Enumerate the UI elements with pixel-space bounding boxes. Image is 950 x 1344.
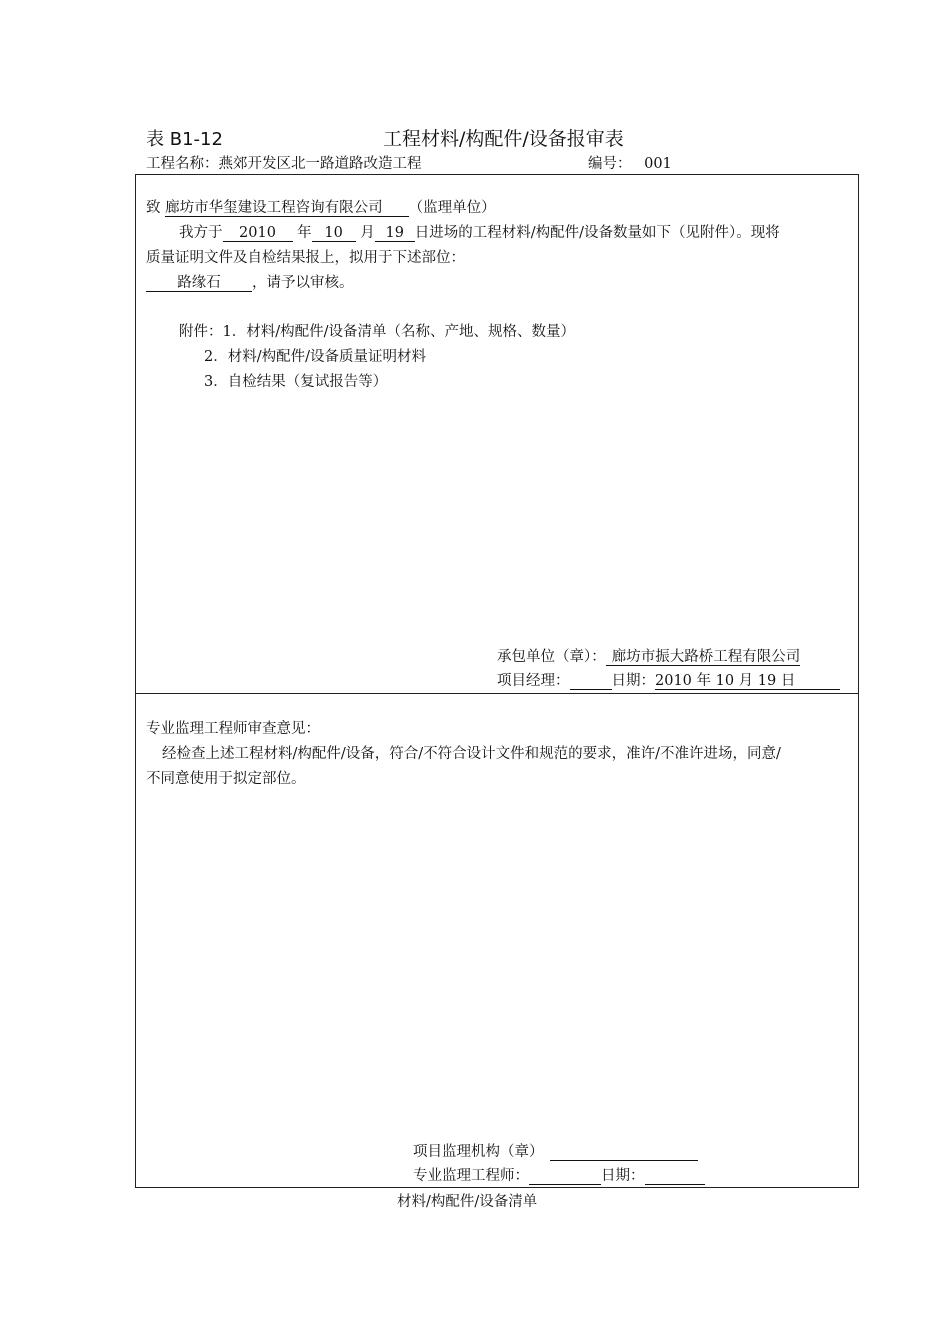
year-unit: 年 [297, 225, 312, 241]
number-value: 001 [644, 156, 672, 172]
org-label: 项目监理机构（章） [413, 1144, 544, 1160]
pm-date-value: 2010 年 10 月 19 日 [655, 673, 840, 690]
pm-label: 项目经理： [497, 673, 570, 689]
opinion-line-1: 经检查上述工程材料/构配件/设备，符合/不符合设计文件和规范的要求，准许/不准许进场，同意/ [162, 746, 781, 762]
attachment-item: 1．材料/构配件/设备清单（名称、产地、规格、数量） [222, 324, 575, 340]
pm-date-line [497, 669, 840, 690]
supervisor-name: 廊坊市华玺建设工程咨询有限公司 [165, 200, 409, 217]
project-name: 燕郊开发区北一路道路改造工程 [218, 156, 422, 172]
project-label: 工程名称： [146, 156, 219, 172]
section-divider [135, 693, 859, 694]
opinion-title: 专业监理工程师审查意见： [146, 721, 320, 737]
to-prefix: 致 [146, 200, 161, 216]
contractor-label: 承包单位（章）： [497, 649, 606, 665]
engineer-label: 专业监理工程师： [413, 1168, 529, 1184]
org-signature-blank [550, 1144, 698, 1161]
location-suffix: ，请予以审核。 [252, 275, 354, 291]
engineer-signature-blank [529, 1168, 601, 1185]
attachment-1 [179, 320, 575, 341]
project-name-line [146, 152, 422, 173]
pm-date-label: 日期： [611, 673, 655, 689]
engineer-date-label: 日期： [601, 1168, 645, 1184]
location-line [146, 271, 354, 292]
to-supervisor-line [146, 196, 496, 217]
supervision-org-line [413, 1140, 698, 1161]
engineer-date-blank [645, 1168, 705, 1185]
supervisor-suffix: （监理单位） [408, 200, 496, 216]
form-code: 表 B1-12 [146, 129, 223, 150]
entry-month: 10 [312, 225, 356, 242]
contractor-line [497, 645, 800, 666]
month-unit: 月 [360, 225, 375, 241]
entry-year: 2010 [223, 225, 293, 242]
contractor-name: 廊坊市振大路桥工程有限公司 [606, 649, 801, 666]
pm-signature-blank [570, 673, 612, 690]
entry-prefix: 我方于 [179, 225, 223, 241]
form-number [588, 152, 672, 173]
engineer-line [413, 1164, 705, 1185]
number-label: 编号： [588, 156, 632, 172]
entry-day: 19 [375, 225, 415, 242]
attachment-list-caption: 材料/构配件/设备清单 [397, 1194, 538, 1210]
attachments-label: 附件： [179, 324, 223, 340]
attachment-3: 3．自检结果（复试报告等） [204, 374, 388, 390]
attachment-2: 2．材料/构配件/设备质量证明材料 [204, 349, 426, 365]
entry-date-line [179, 221, 780, 242]
location-value: 路缘石 [146, 275, 252, 292]
opinion-line-2: 不同意使用于拟定部位。 [146, 771, 306, 787]
entry-suffix: 日进场的工程材料/构配件/设备数量如下（见附件）。现将 [414, 225, 780, 241]
form-title: 工程材料/构配件/设备报审表 [383, 128, 624, 150]
materials-line: 质量证明文件及自检结果报上，拟用于下述部位： [146, 250, 465, 266]
